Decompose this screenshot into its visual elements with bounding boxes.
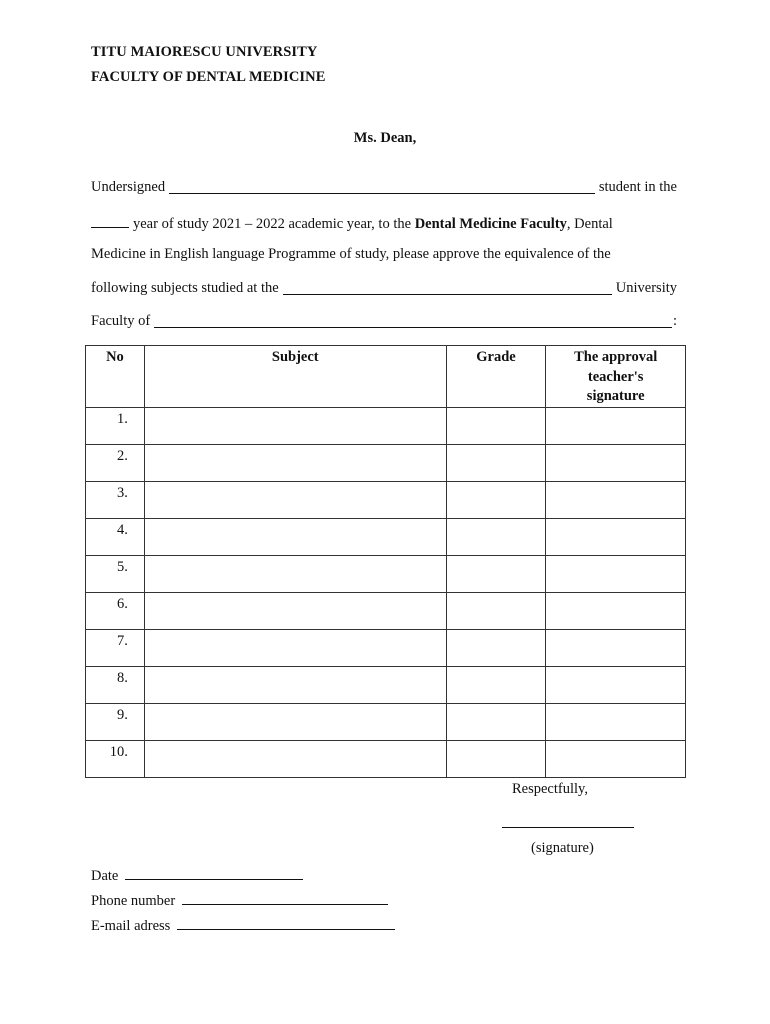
signature-cell[interactable]: [546, 444, 686, 481]
salutation: Ms. Dean,: [353, 130, 417, 146]
date-label: Date: [91, 868, 119, 884]
grade-cell[interactable]: [446, 740, 546, 777]
studied-at-label: following subjects studied at the: [91, 280, 279, 296]
university-name: TITU MAIORESCU UNIVERSITY: [91, 44, 318, 60]
grade-cell[interactable]: [446, 629, 546, 666]
grade-cell[interactable]: [446, 407, 546, 444]
row-number: 5.: [86, 555, 145, 592]
email-label: E-mail adress: [91, 918, 171, 934]
body-line-4: [91, 280, 677, 297]
grade-cell[interactable]: [446, 444, 546, 481]
faculty-name: FACULTY OF DENTAL MEDICINE: [91, 69, 326, 85]
row-number: 7.: [86, 629, 145, 666]
previous-faculty-field[interactable]: [154, 313, 672, 328]
grade-cell[interactable]: [446, 592, 546, 629]
header-grade: Grade: [446, 346, 546, 408]
table-header-row: [86, 346, 686, 408]
subject-cell[interactable]: [144, 592, 446, 629]
grade-cell[interactable]: [446, 666, 546, 703]
student-in-label: student in the: [598, 179, 677, 195]
row-number: 3.: [86, 481, 145, 518]
subject-cell[interactable]: [144, 518, 446, 555]
table-row: [86, 740, 686, 777]
header-signature-line3: signature: [586, 388, 645, 404]
signature-cell[interactable]: [546, 740, 686, 777]
row-number: 9.: [86, 703, 145, 740]
subject-cell[interactable]: [144, 481, 446, 518]
signature-cell[interactable]: [546, 555, 686, 592]
row-number: 1.: [86, 407, 145, 444]
row-number: 10.: [86, 740, 145, 777]
year-of-study-field[interactable]: [91, 213, 129, 228]
grade-cell[interactable]: [446, 518, 546, 555]
table-row: [86, 518, 686, 555]
subjects-table: [85, 345, 686, 778]
faculty-of-label: Faculty of: [91, 313, 151, 329]
signature-cell[interactable]: [546, 518, 686, 555]
row-number: 6.: [86, 592, 145, 629]
email-field[interactable]: [177, 915, 395, 930]
subject-cell[interactable]: [144, 703, 446, 740]
grade-cell[interactable]: [446, 703, 546, 740]
signature-cell[interactable]: [546, 481, 686, 518]
subject-cell[interactable]: [144, 444, 446, 481]
subject-cell[interactable]: [144, 629, 446, 666]
body-line-1: [91, 179, 677, 196]
header-subject: Subject: [144, 346, 446, 408]
colon-label: :: [672, 313, 677, 329]
body-line-2: [91, 213, 677, 233]
subject-cell[interactable]: [144, 740, 446, 777]
email-row: [91, 915, 395, 935]
university-label: University: [615, 280, 677, 296]
phone-field[interactable]: [182, 890, 388, 905]
signature-cell[interactable]: [546, 629, 686, 666]
faculty-bold-text: Dental Medicine Faculty: [414, 216, 567, 232]
dental-text: , Dental: [566, 216, 613, 232]
respectfully-text: Respectfully,: [512, 781, 588, 797]
header-signature-line1: The approval: [574, 349, 658, 365]
signature-field[interactable]: [502, 827, 634, 828]
table-row: [86, 481, 686, 518]
date-row: [91, 865, 303, 885]
phone-label: Phone number: [91, 893, 176, 909]
signature-cell[interactable]: [546, 703, 686, 740]
signature-label: (signature): [531, 840, 594, 856]
grade-cell[interactable]: [446, 481, 546, 518]
subject-cell[interactable]: [144, 666, 446, 703]
table-row: [86, 666, 686, 703]
undersigned-label: Undersigned: [91, 179, 166, 195]
signature-cell[interactable]: [546, 407, 686, 444]
row-number: 4.: [86, 518, 145, 555]
header-signature-line2: teacher's: [587, 368, 644, 385]
year-text: year of study 2021 – 2022 academic year, to the: [133, 216, 412, 232]
row-number: 2.: [86, 444, 145, 481]
grade-cell[interactable]: [446, 555, 546, 592]
subject-cell[interactable]: [144, 407, 446, 444]
student-name-field[interactable]: [169, 179, 595, 194]
table-row: [86, 592, 686, 629]
body-line-5: [91, 313, 677, 330]
header-no: No: [86, 346, 145, 408]
row-number: 8.: [86, 666, 145, 703]
body-line-3: Medicine in English language Programme of study, please approve the equivalence of the: [91, 246, 611, 262]
phone-row: [91, 890, 388, 910]
subject-cell[interactable]: [144, 555, 446, 592]
signature-cell[interactable]: [546, 592, 686, 629]
table-row: [86, 444, 686, 481]
table-row: [86, 407, 686, 444]
table-row: [86, 555, 686, 592]
previous-university-field[interactable]: [283, 280, 612, 295]
table-row: [86, 703, 686, 740]
signature-cell[interactable]: [546, 666, 686, 703]
table-row: [86, 629, 686, 666]
header-signature: [546, 346, 686, 408]
date-field[interactable]: [125, 865, 303, 880]
